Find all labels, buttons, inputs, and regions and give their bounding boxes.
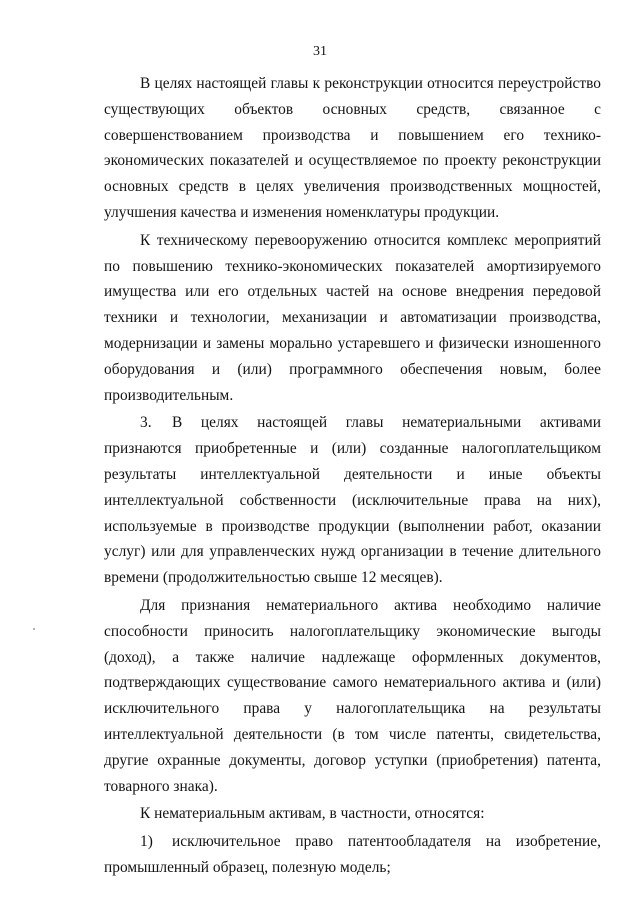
- list-item-text: исключительное право патентообладателя на изобретение, промышленный образец, полезную модель;: [104, 833, 601, 876]
- page-number: 31: [313, 44, 327, 59]
- scan-speck: [33, 628, 35, 630]
- paragraph-recognition-conditions: [104, 593, 601, 799]
- paragraph-text: В целях настоящей главы к реконструкции относится переустройство существующих объектов основных средств, связанное с совершенствованием производства и повышением его технико-экономических показателей и осуществляемое по проекту реконструкции основных средств в целях увеличения производственных мощностей, улучшения качества и изменения номенклатуры продукции.: [104, 75, 601, 221]
- list-item-1: [104, 829, 601, 881]
- paragraph-technical-reequipment: [104, 228, 601, 409]
- paragraph-number: 3.: [140, 414, 152, 432]
- document-body: [104, 71, 601, 883]
- paragraph-text: К нематериальным активам, в частности, относятся:: [140, 805, 485, 823]
- paragraph-reconstruction: [104, 71, 601, 226]
- paragraph-list-intro: [104, 801, 601, 827]
- paragraph-text: К техническому перевооружению относится комплекс мероприятий по повышению технико-экономических показателей амортизируемого имущества или его отдельных частей на основе внедрения передовой техники и технологии, механизации и автоматизации производства, модернизации и замены морально устаревшего и физически изношенного оборудования и (или) программного обеспечения новым, более производительным.: [104, 231, 601, 404]
- paragraph-text: Для признания нематериального актива необходимо наличие способности приносить налогоплательщику экономические выгоды (доход), а также наличие надлежаще оформленных документов, подтверждающих существование самого нематериального актива и (или) исключительного права у налогоплательщика на результаты интеллектуальной деятельности (в том числе патенты, свидетельства, другие охранные документы, договор уступки (приобретения) патента, товарного знака).: [104, 596, 601, 795]
- paragraph-item-3-intangible-assets: [104, 410, 601, 591]
- list-item-number: 1): [140, 833, 153, 851]
- paragraph-text: В целях настоящей главы нематериальными активами признаются приобретенные и (или) созданные налогоплательщиком результаты интеллектуальной деятельности и иные объекты интеллектуальной собственности (исключительные права на них), используемые в производстве продукции (выполнении работ, оказании услуг) или для управленческих нужд организации в течение длительного времени (продолжительностью свыше 12 месяцев).: [104, 414, 601, 587]
